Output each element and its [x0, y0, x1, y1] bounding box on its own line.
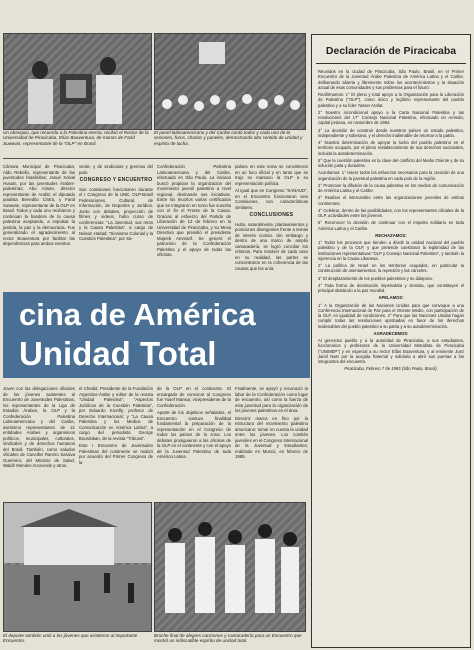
declaration-item: 1° A la Organización de las Naciones Unidas para que convoque a una Conferencia Internacional de Paz para el Oriente Medio, con participación de la OLP, en igualdad de condiciones. 2° Para que las Naciones Unidas hagan cumplir todas las resoluciones aprobadas en favor de los derechos inalienables del pueblo palestino a su patria y a su autodeterminación.: [318, 302, 464, 329]
crowd-icon: [155, 34, 305, 129]
declaration-box: [311, 34, 471, 648]
declaration-item: 4° Celebrar, dentro de las posibilidades, con los representantes oficiales de la OLP, actividades entre los jóvenes.: [318, 207, 464, 218]
photo-caption-right: El panel latinoamericano y del Caribe contó todos y cada uno de la sesiones, foros, charlas y paneles, demostrando alto sentido de unidad y espíritu de lucha.: [154, 130, 303, 146]
declaration-item: 5° Que la cuestión palestina es la clave del conflicto del Medio Oriente y de su solución justa y duradera.: [318, 157, 464, 168]
article-column-6: [79, 386, 153, 498]
declaration-item: 3° El desplazamiento de los pueblos palestinos y su diáspora.: [318, 275, 433, 281]
paragraph: el Chedid, Presidente de la Fundación Argentino-Árabe y editor de la revista "Unidad Palestina"; "Aspectos Jurídicos de la Cuestión Palestina", por Eduardo Kronfly, profesor de Derecho Internacional; y "La Causa Palestina y los Medios de Comunicación en América Latina", a cargo del periodista George Bourdokan, de la revista "Tribuna".: [79, 386, 153, 441]
subhead-congreso: CONGRESO Y ENCUENTRO: [79, 177, 153, 183]
paragraph: Finalmente, se apoyó y reconoció la labor de la Confederación como lugar de encuentro, así como la fuerza de esta juventud para la organización de los jóvenes palestinos en el área.: [235, 386, 308, 413]
declaration-item: Acordamos: 1° Hacer todos los esfuerzos necesarios para la creación de una organización de la juventud palestina en cada país de la región.: [318, 170, 464, 181]
declaration-item: 2° La política de Israel en los territorios ocupados, en particular la construcción de asentamientos, la represión y las cárceles.: [318, 263, 464, 274]
photo-singing: [154, 502, 306, 632]
paragraph: Al igual que en Congreso "SANAUD", en el Encuentro funcionaron seis Comisiones, con características similares.: [235, 188, 308, 210]
section-heading-agradecemos: AGRADECEMOS:: [373, 330, 409, 336]
paragraph: Joven con las delegaciones oficiales de los jóvenes asistentes al Encuentro de Juventudes Palestinas, los representantes de la Liga de Estados Árabes, la OLP y la Confederación Palestina Latinoamericana y del Caribe, asimismo representantes de 21 entidades Árabes y organismos políticos, municipales, culturales, sindicales y de derechos humanos del Brasil. También, como saludos oficiales de Canciller Ramiro Saraiva Guerreiro, del Ministro de Salud, Waldir Mendes Arcoverde y otros.: [3, 386, 75, 468]
photo-caption-bottom-left: El deporte también unió a los jóvenes que asistieron al importante Encuentro.: [3, 633, 138, 644]
subhead-conclusiones: CONCLUSIONES: [249, 212, 294, 218]
section-heading-rechazamos: RECHAZAMOS:: [375, 232, 407, 238]
paragraph: Aparte de los objetivos señalados, el Encuentro sostuvo finalidad fundamental la preparación de la representación en el Congreso de todos los países de la zona. Los debates prosiguieron a las oficinas de la OLP en el continente y con el apoyo de la Juventud Palestina de toda América Latina.: [157, 410, 231, 459]
photo-caption-bottom-right: Broche final de alegres canciones y camaradería para un Encuentro que mostró un indiscutible espíritu de unidad total.: [154, 633, 302, 644]
building-and-people-icon: [4, 503, 151, 631]
article-column-1: [3, 164, 75, 288]
declaration-item: Al generoso pueblo y a la autoridad de Piracicaba, a sus estudiantes, funcionarios y profesores de la Universidad Metodista de Piracicaba ("UNIMEP") y en especial a su rector Elías Boaventura, y al eminente Juez Jamil Nasr por la acogida fraternal y solidaria a abrir sus puertas a los integrantes del encuentro.: [318, 338, 464, 364]
article-column-4: [235, 164, 308, 288]
declaration-title: Declaración de Piracicaba: [316, 39, 466, 64]
paragraph: países en este tema se convirtieron en un foco oficial y en tanto que se trajo se mantuvo la OLP a su representación política.: [235, 164, 308, 186]
paragraph: de la OLP en el continente. El encargado de convocar al Congreso fue Yusef Mansur, vicepresidente de la Confederación.: [157, 386, 231, 408]
declaration-body: [318, 69, 464, 643]
declaration-item: 5° Reconocer la decisión de continuar con el impulso solidario en toda América Latina y el Caribe.: [318, 220, 464, 231]
paragraph: verde, y de sindicatos y gremios del país.: [79, 164, 153, 175]
article-column-3: [157, 164, 231, 288]
photo-audience: [154, 33, 306, 130]
headline-line-2: Unidad Total: [19, 335, 217, 372]
declaration-item: 1° Todos los procesos que tienden a dividir la unidad nacional del pueblo palestino y de la OLP, y que pretende cuestionar la legitimidad de las instituciones representativas "OLP y Consejo Nacional Palestino", y también la injerencia en la Causa Libanesa.: [318, 240, 464, 261]
divider: [3, 158, 308, 159]
article-column-8: [235, 386, 308, 498]
paragraph: Directriz marca en fino por la estructura del movimiento palestino americano: tomar en cuenta la unidad entre los jóvenes. Los comités juveniles en el Congreso Internacional de la Juventud y Estudiantes, realizado en Moscú, en febrero de 1985.: [235, 415, 308, 459]
section-heading-apelamos: APELAMOS:: [378, 295, 404, 301]
declaration-item: 2° Promover la difusión de la causa palestina en los medios de comunicación de América Latina y el Caribe.: [318, 182, 464, 193]
declaration-item: 3° Realizar el intercambio entre las organizaciones juveniles de ambos continentes.: [318, 195, 464, 206]
photo-gift-ceremony: [3, 33, 152, 130]
article-column-2: [79, 164, 153, 288]
declaration-item: 2° Nuestro incondicional apoyo a la Carta Nacional Palestina y las resoluciones del 17° Consejo Nacional Palestino, efectuado en Ammán, capital jordana, en noviembre de 1984.: [318, 109, 464, 126]
article-column-5: [3, 386, 75, 498]
declaration-item: 3° La decisión de construir desde nuestros países un estado palestino, independiente y soberano, y el derecho inalienable de retornar a la patria.: [318, 127, 464, 138]
declaration-item: 4° Toda forma de dominación imperialista y sionista, que constituyen el principal obstáculo a la paz mundial.: [318, 282, 464, 293]
declaration-signature: Piracicaba, Febrero 7 de 1985 (São Paulo, Brasil).: [344, 366, 438, 372]
paragraph: Hubo, naturalmente, planteamientos y posiciones divergentes frente a temas de interés común. Sin embargo y dentro de una marco de amplio camaradería, se logró conciliar los criterios. Para resolver de cada caso en su realidad, las partes se concentraron en la coherencia de las causas que los unía.: [235, 221, 308, 271]
paragraph: Este I Encuentro de Juventudes Palestinas del continente se realizó por acuerdo del Primer Congreso de la: [79, 443, 153, 465]
headline-line-1: cina de América: [19, 297, 256, 332]
photo-caption-left: Un obsequio, que recuerda a la Palestina eterna, recibió el Rector de la Universidad de Piracicaba, Elías Boaventura, de manos de Farid Suwwan, representante de la "OLP" en Brasil.: [3, 130, 149, 146]
musicians-icon: [155, 503, 305, 631]
paragraph: Sus comisiones funcionaron durante el I Congreso de la UNE, OLP-Brasil Federaciones, Cultural, de Información, de Deportes y Jurídica. Junto con debates, proyección de filmes y videos, hubo curso de conferencias: "La Juventud, sus retos y la Causa Palestina", a cargo de Nelson Hadad; "Sionismo Colonial y la Cuestión Palestina", por Sa-: [79, 186, 153, 241]
article-column-7: [157, 386, 231, 498]
paragraph: Confederación Palestina Latinoamericana y del Caribe, efectuado en São Paulo. La iniciaos buscó propiciar la organización del movimiento juvenil palestino a nivel regional, devinando sus iniciativas. Entre los muchos varias certificados que se integraron en torno fue suscrita con el fin el Frente de la Causa. Gracias al esfuerzo del Partido de Liberación de 12 de febrero en la Universidad de Piracicaba, y su Mesa Directiva que presidió el presidente Mujeeb Ammarif. Se generó el patrocinio de la Confederación Palestina y el apoyo de todas las oficinas.: [157, 164, 231, 257]
declaration-item: 4° Nuestra determinación de apoyar la lucha del pueblo palestino en el territorio ocupado, por el pleno restablecimiento de sus derechos nacionales, incluida la autodeterminación.: [318, 140, 464, 156]
paragraph: Cámara Municipal de Piracicaba; Aldo Rebello, representante de las juventudes brasileñas; Josué Xolval Husain, por las juventudes Árabes- palestinas; Abu Aiman, director representante de Arafat; el diputado paulista Benedito Cintra, y Farid Suwwan, representante de la OLP en Brasil. Todos y cada uno recibieron y continúan la bandera de la causa palestina aceptando, a impulsar la justicia, la paz y la democracia. Fue generalizado el agradecimiento al rector Boaventura por facilitar las dependencias para ambos eventos.: [3, 164, 75, 246]
headline-banner: [3, 292, 310, 378]
declaration-intro: Reunidos en la ciudad de Piracicaba, São Paulo, Brasil, en el Primer Encuentro de la Juventud Árabe Palestina de América Latina y el Caribe, deliberando abierta y libremente sobre los acontecimientos y la situación actual de esas comunidades y sus problemas para el futuro:: [318, 69, 464, 90]
declaration-item: Reafirmamos: 1° El pleno y total apoyo a la Organización para la Liberación de Palestina ("OLP"), como único y legítimo representante del pueblo palestino y a su líder Yasser Arafat.: [318, 92, 464, 108]
people-silhouette-icon: [4, 34, 151, 129]
photo-sports: [3, 502, 152, 632]
